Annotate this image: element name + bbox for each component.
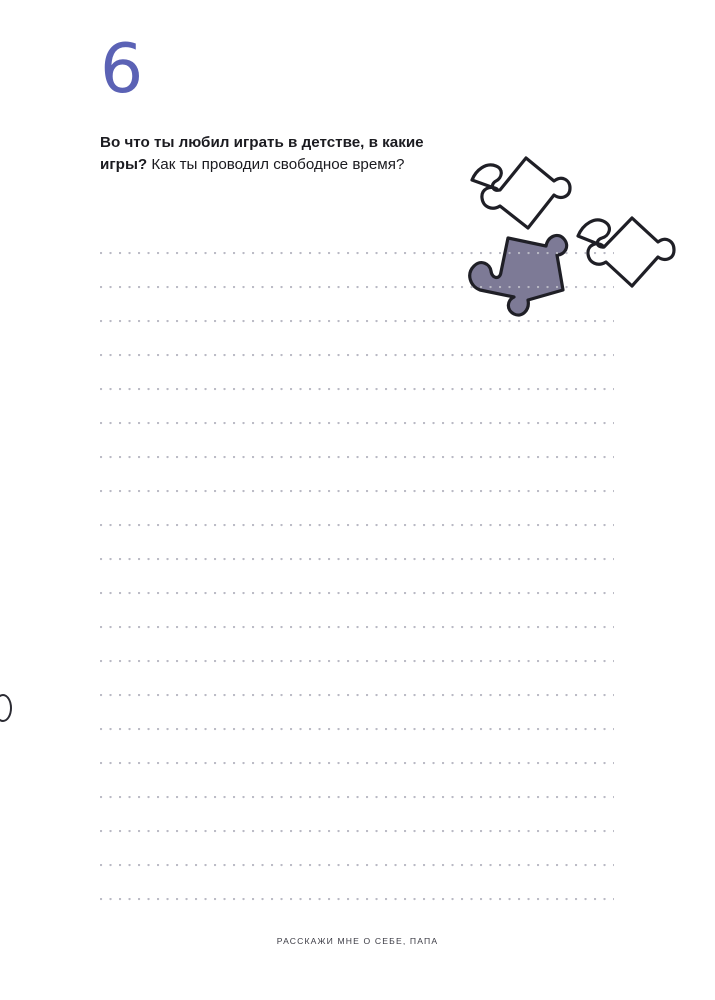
writing-line[interactable] <box>100 590 614 624</box>
question-text <box>100 132 452 175</box>
writing-line[interactable] <box>100 352 614 386</box>
writing-line[interactable] <box>100 760 614 794</box>
writing-line[interactable] <box>100 828 614 862</box>
writing-line[interactable] <box>100 454 614 488</box>
writing-line[interactable] <box>100 692 614 726</box>
page-edge-mark <box>0 694 12 722</box>
writing-line[interactable] <box>100 862 614 896</box>
writing-line[interactable] <box>100 284 614 318</box>
writing-line[interactable] <box>100 658 614 692</box>
writing-line[interactable] <box>100 488 614 522</box>
writing-line[interactable] <box>100 726 614 760</box>
writing-line[interactable] <box>100 556 614 590</box>
writing-line[interactable] <box>100 386 614 420</box>
page-footer: РАССКАЖИ МНЕ О СЕБЕ, ПАПА <box>276 936 439 946</box>
writing-line[interactable] <box>100 420 614 454</box>
writing-line[interactable] <box>100 896 614 930</box>
writing-line[interactable] <box>100 250 614 284</box>
question-bold: Во что ты любил играть в детстве, в какие игры? <box>100 134 424 173</box>
question-light: Как ты проводил свободное время? <box>147 155 405 173</box>
writing-lines <box>100 250 614 930</box>
writing-line[interactable] <box>100 794 614 828</box>
writing-line[interactable] <box>100 624 614 658</box>
page-number: 6 <box>100 30 144 109</box>
writing-line[interactable] <box>100 522 614 556</box>
writing-line[interactable] <box>100 318 614 352</box>
